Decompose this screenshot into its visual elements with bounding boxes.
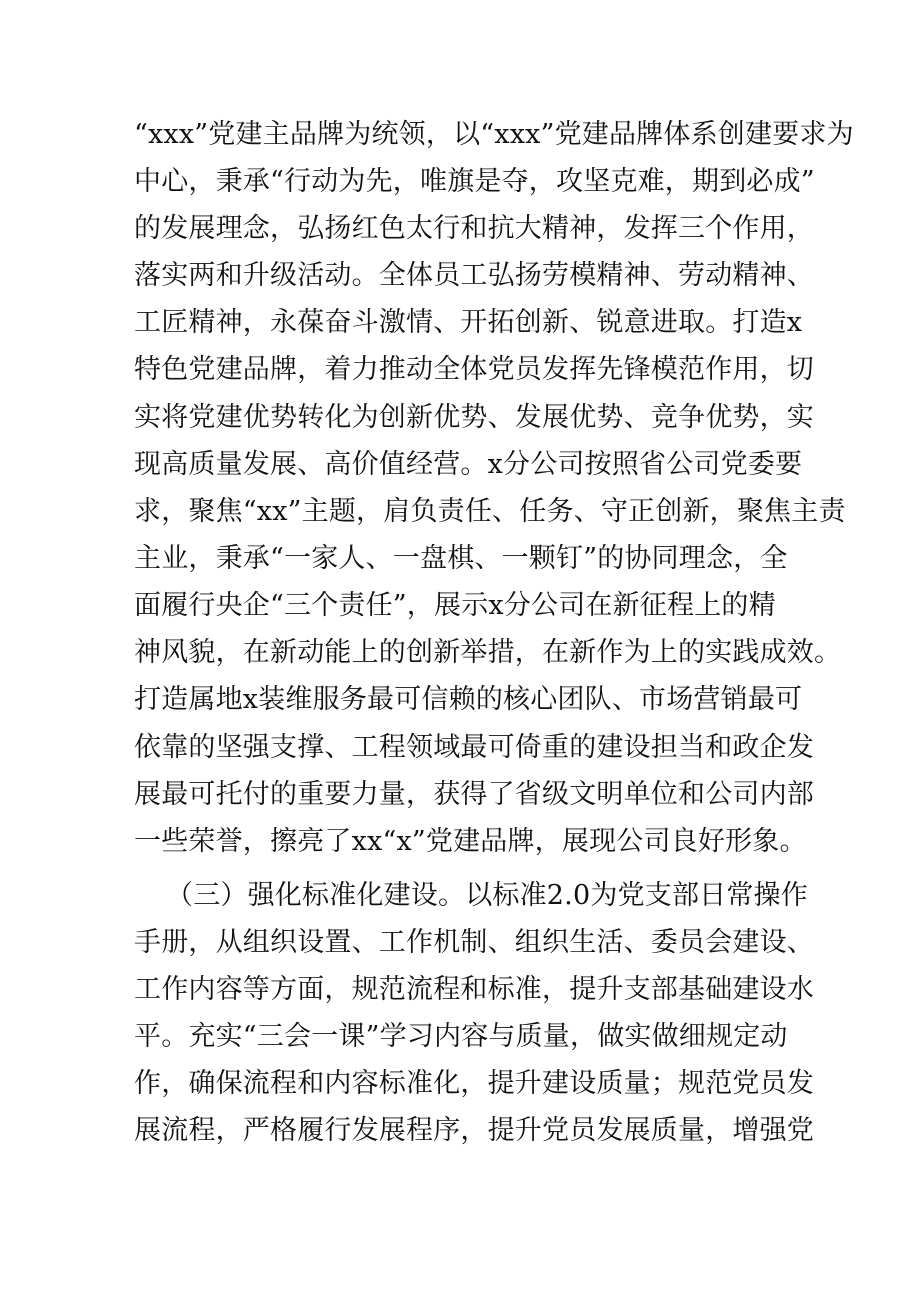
paragraph-line: 面履行央企“三个责任”，展示x分公司在新征程上的精 <box>134 590 776 621</box>
paragraph-line: 作，确保流程和内容标准化，提升建设质量；规范党员发 <box>134 1068 814 1099</box>
paragraph-line: 求，聚焦“xx”主题，肩负责任、任务、守正创新，聚焦主责 <box>134 496 846 527</box>
paragraph-line: “xxx”党建主品牌为统领，以“xxx”党建品牌体系创建要求为 <box>134 119 854 150</box>
paragraph-line: 打造属地x装维服务最可信赖的核心团队、市场营销最可 <box>134 684 803 715</box>
paragraph-line: 实将党建优势转化为创新优势、发展优势、竞争优势，实 <box>134 402 814 433</box>
paragraph-line: 的发展理念，弘扬红色太行和抗大精神，发挥三个作用， <box>134 213 814 244</box>
paragraph-line: 平。充实“三会一课”学习内容与质量，做实做细规定动 <box>134 1021 788 1052</box>
paragraph-line: 特色党建品牌，着力推动全体党员发挥先锋模范作用，切 <box>134 354 814 385</box>
paragraph-line: 工作内容等方面，规范流程和标准，提升支部基础建设水 <box>134 974 814 1005</box>
paragraph-line: 现高质量发展、高价值经营。x分公司按照省公司党委要 <box>134 449 803 480</box>
paragraph-line: 中心，秉承“行动为先，唯旗是夺，攻坚克难，期到必成” <box>134 166 815 197</box>
paragraph-line: 神风貌，在新动能上的创新举措，在新作为上的实践成效。 <box>134 637 842 668</box>
paragraph-line: 落实两和升级活动。全体员工弘扬劳模精神、劳动精神、 <box>134 260 814 291</box>
paragraph-line: 一些荣誉，擦亮了xx“x”党建品牌，展现公司良好形象。 <box>134 826 807 857</box>
paragraph-line: 依靠的坚强支撑、工程领域最可倚重的建设担当和政企发 <box>134 732 814 763</box>
paragraph-line: 手册，从组织设置、工作机制、组织生活、委员会建设、 <box>134 927 814 958</box>
paragraph-line: 工匠精神，永葆奋斗激情、开拓创新、锐意进取。打造x <box>134 307 803 338</box>
section-heading-line: （三）强化标准化建设。以标准2.0为党支部日常操作 <box>166 880 808 911</box>
paragraph-line: 展最可托付的重要力量，获得了省级文明单位和公司内部 <box>134 779 814 810</box>
paragraph-line: 主业，秉承“一家人、一盘棋、一颗钉”的协同理念，全 <box>134 543 788 574</box>
paragraph-line: 展流程，严格履行发展程序，提升党员发展质量，增强党 <box>134 1115 814 1146</box>
